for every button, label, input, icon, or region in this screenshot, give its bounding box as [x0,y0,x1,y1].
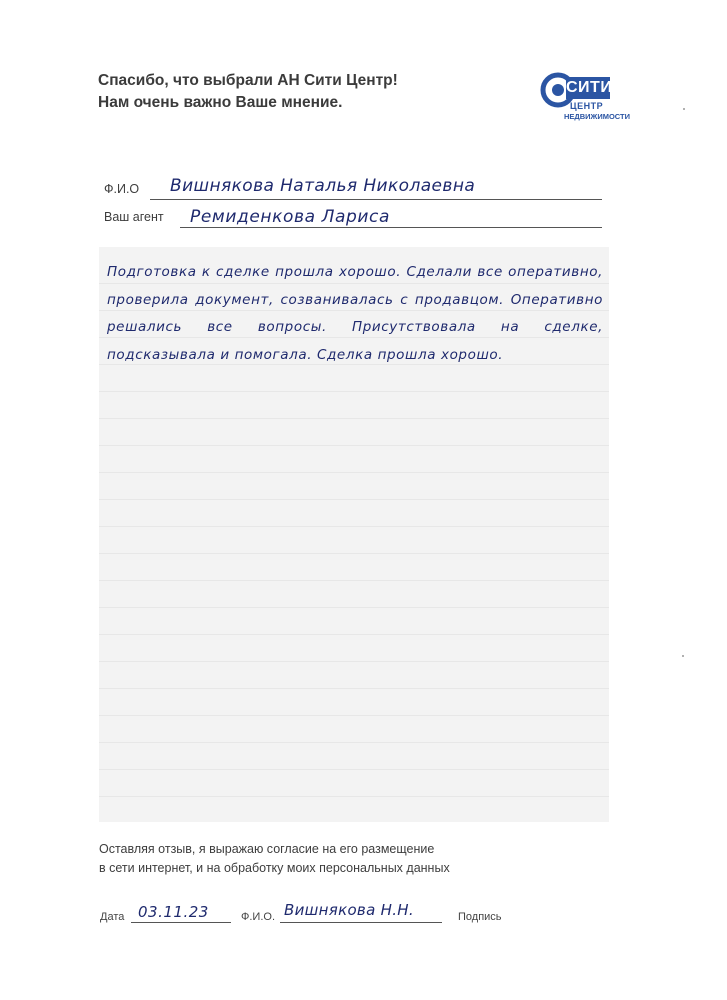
ruled-line [99,418,609,419]
ruled-line [99,472,609,473]
logo-wordmark: СИТИ [566,77,610,99]
scan-speck [682,655,684,657]
agent-value: Ремиденкова Лариса [190,207,391,227]
ruled-line [99,742,609,743]
review-text: Подготовка к сделке прошла хорошо. Сделали все оперативно, проверила документ, созванивалась с продавцом. Оперативно решались все вопросы. Присутствовала на сделке, подсказывала и помогала. Сделка прошла хорошо. [107,264,603,363]
fio-label: Ф.И.О [104,182,140,196]
company-logo [530,70,630,130]
consent-line-1: Оставляя отзыв, я выражаю согласие на его размещение [99,842,435,856]
logo-subtitle: НЕДВИЖИМОСТИ [563,112,630,121]
review-box [99,247,609,822]
ruled-line [99,796,609,797]
ruled-line [99,607,609,608]
consent-line-2: в сети интернет, и на обработку моих персональных данных [99,861,450,875]
date-underline [131,922,231,923]
ruled-line [99,499,609,500]
scan-speck [683,108,685,110]
ruled-line [99,715,609,716]
date-label: Дата [100,911,125,923]
ruled-line [99,580,609,581]
fio-value: Вишнякова Наталья Николаевна [170,176,476,196]
ruled-line [99,553,609,554]
ruled-line [99,526,609,527]
agent-underline [180,227,602,228]
signature-fio-label: Ф.И.О. [241,911,275,923]
ruled-line [99,769,609,770]
fio-underline [150,199,602,200]
header-text [98,70,398,114]
header-thanks: Спасибо, что выбрали АН Сити Центр! [98,72,398,89]
signature-fio-underline [280,922,442,923]
consent-note [99,840,450,878]
agent-label: Ваш агент [104,210,164,224]
logo-center: ЦЕНТР [570,101,604,111]
signature-fio-value: Вишнякова Н.Н. [284,901,414,919]
ruled-line [99,688,609,689]
date-value: 03.11.23 [138,903,209,921]
header-opinion: Нам очень важно Ваше мнение. [98,94,343,111]
signature-label: Подпись [458,911,502,923]
ruled-line [99,445,609,446]
ruled-line [99,661,609,662]
ruled-line [99,634,609,635]
ruled-line [99,391,609,392]
